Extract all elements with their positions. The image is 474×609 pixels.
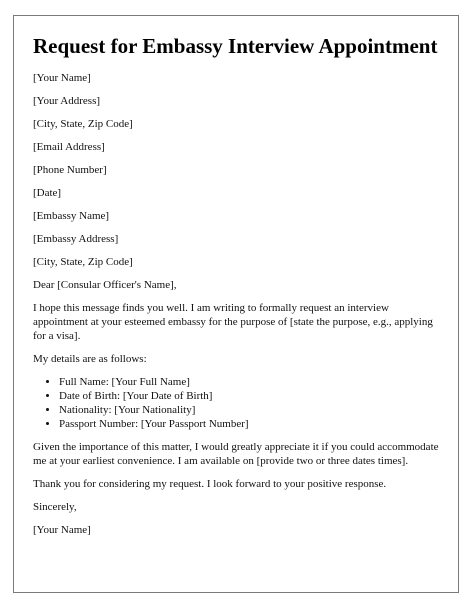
availability-paragraph: Given the importance of this matter, I would greatly appreciate it if you could accommodate me at your earliest convenience. I am available on [provide two or three dates times].: [33, 441, 439, 467]
details-list: [33, 375, 443, 431]
letter-content: [33, 32, 443, 546]
thanks-paragraph: Thank you for considering my request. I look forward to your positive response.: [33, 478, 387, 490]
embassy-name: [Embassy Name]: [33, 210, 110, 222]
closing: Sincerely,: [33, 501, 77, 513]
sender-email: [Email Address]: [33, 141, 105, 153]
details-intro: My details are as follows:: [33, 353, 147, 365]
address-block: [33, 71, 443, 292]
detail-passport-number: • Passport Number: [Your Passport Number]: [59, 417, 443, 431]
detail-date-of-birth: • Date of Birth: [Your Date of Birth]: [59, 389, 443, 403]
intro-paragraph: I hope this message finds you well. I am writing to formally request an interview appointment at your esteemed embassy for the purpose of [state the purpose, e.g., applying for a visa].: [33, 302, 433, 342]
letter-page: [13, 15, 459, 593]
sender-name: [Your Name]: [33, 72, 91, 84]
embassy-address: [Embassy Address]: [33, 233, 119, 245]
sender-address: [Your Address]: [33, 95, 101, 107]
detail-full-name: • Full Name: [Your Full Name]: [59, 375, 443, 389]
sender-phone: [Phone Number]: [33, 164, 107, 176]
salutation: Dear [Consular Officer's Name],: [33, 279, 177, 291]
detail-nationality: • Nationality: [Your Nationality]: [59, 403, 443, 417]
signature: [Your Name]: [33, 524, 91, 536]
embassy-city-state-zip: [City, State, Zip Code]: [33, 256, 133, 268]
sender-city-state-zip: [City, State, Zip Code]: [33, 118, 133, 130]
letter-title: Request for Embassy Interview Appointment: [33, 34, 438, 58]
letter-date: [Date]: [33, 187, 62, 199]
